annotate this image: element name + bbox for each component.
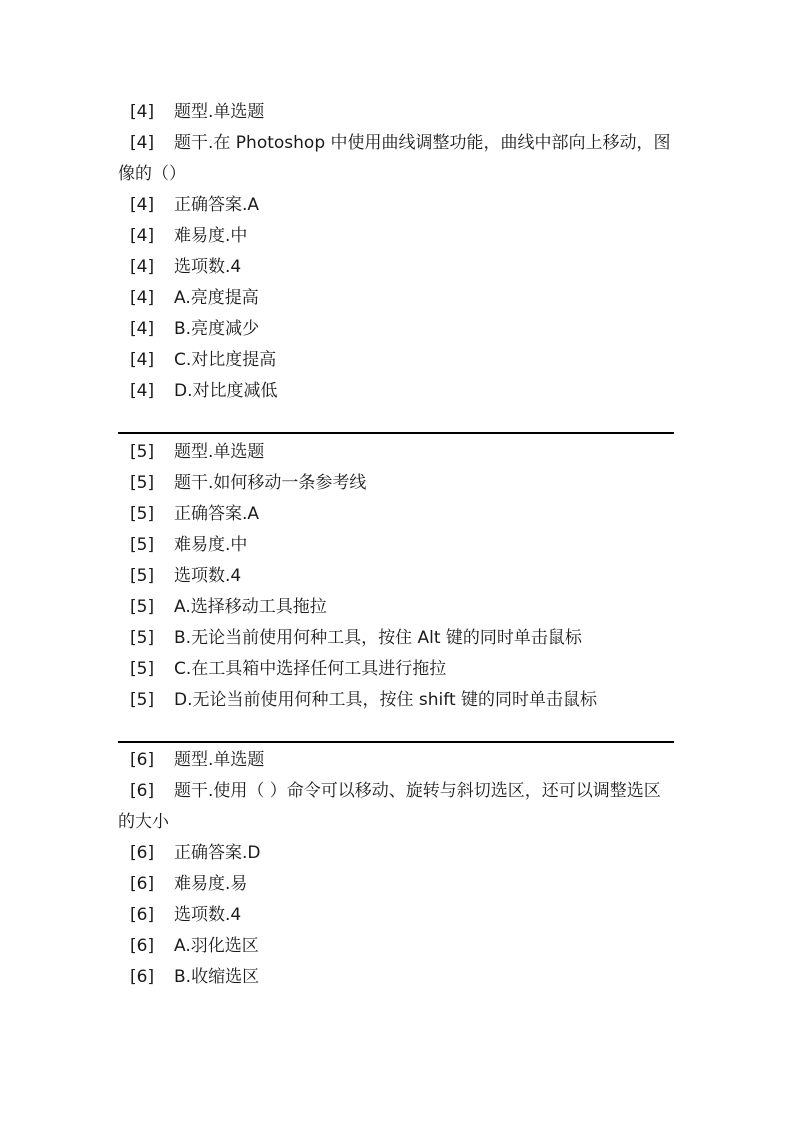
question-number: [4] [130, 226, 155, 246]
question-number: [4] [130, 102, 155, 122]
question-number: [4] [130, 350, 155, 370]
option-line [118, 592, 674, 623]
option-line [118, 283, 674, 314]
question-stem-line [118, 776, 674, 838]
question-number: [6] [130, 750, 155, 770]
correct-answer: 正确答案.A [174, 195, 260, 215]
question-number: [4] [130, 257, 155, 277]
option-line [118, 962, 674, 993]
answer-line [118, 190, 674, 221]
answer-line [118, 838, 674, 869]
question-number: [6] [130, 967, 155, 987]
question-number: [6] [130, 843, 155, 863]
option-line [118, 931, 674, 962]
question-number: [5] [130, 442, 155, 462]
answer-line [118, 499, 674, 530]
section-divider [118, 432, 674, 434]
question-number: [4] [130, 133, 155, 153]
option-line [118, 376, 674, 407]
option-a: A.选择移动工具拖拉 [174, 597, 327, 617]
question-number: [5] [130, 535, 155, 555]
question-type: 题型.单选题 [174, 442, 265, 462]
option-d: D.无论当前使用何种工具，按住 shift 键的同时单击鼠标 [174, 690, 598, 710]
section-divider [118, 741, 674, 743]
question-block-6 [118, 745, 674, 993]
correct-answer: 正确答案.A [174, 504, 260, 524]
option-a: A.羽化选区 [174, 936, 259, 956]
question-stem-line [118, 128, 674, 190]
option-count: 选项数.4 [174, 566, 242, 586]
option-a: A.亮度提高 [174, 288, 259, 308]
question-number: [5] [130, 504, 155, 524]
difficulty-line [118, 530, 674, 561]
option-count-line [118, 561, 674, 592]
question-number: [6] [130, 936, 155, 956]
question-number: [4] [130, 319, 155, 339]
question-number: [5] [130, 566, 155, 586]
question-type-line [118, 97, 674, 128]
option-count: 选项数.4 [174, 905, 242, 925]
option-count-line [118, 252, 674, 283]
option-line [118, 314, 674, 345]
question-number: [4] [130, 381, 155, 401]
question-type: 题型.单选题 [174, 102, 265, 122]
question-type-line [118, 437, 674, 468]
question-stem: 题干.在 Photoshop 中使用曲线调整功能，曲线中部向上移动，图像的（） [118, 133, 671, 184]
option-c: C.在工具箱中选择任何工具进行拖拉 [174, 659, 447, 679]
option-b: B.收缩选区 [174, 967, 260, 987]
question-block-4 [118, 97, 674, 407]
option-b: B.亮度减少 [174, 319, 260, 339]
question-number: [5] [130, 659, 155, 679]
difficulty-line [118, 221, 674, 252]
option-line [118, 623, 674, 654]
question-stem: 题干.使用（ ）命令可以移动、旋转与斜切选区，还可以调整选区的大小 [118, 781, 661, 832]
correct-answer: 正确答案.D [174, 843, 261, 863]
question-number: [5] [130, 628, 155, 648]
option-d: D.对比度减低 [174, 381, 278, 401]
question-number: [5] [130, 597, 155, 617]
option-count: 选项数.4 [174, 257, 242, 277]
difficulty: 难易度.中 [174, 226, 248, 246]
question-stem-line [118, 468, 674, 499]
option-c: C.对比度提高 [174, 350, 277, 370]
option-line [118, 685, 674, 716]
question-type: 题型.单选题 [174, 750, 265, 770]
difficulty: 难易度.中 [174, 535, 248, 555]
question-type-line [118, 745, 674, 776]
question-number: [5] [130, 690, 155, 710]
question-number: [5] [130, 473, 155, 493]
difficulty-line [118, 869, 674, 900]
question-stem: 题干.如何移动一条参考线 [174, 473, 367, 493]
option-line [118, 345, 674, 376]
question-number: [6] [130, 905, 155, 925]
question-number: [6] [130, 874, 155, 894]
question-block-5 [118, 437, 674, 716]
option-b: B.无论当前使用何种工具，按住 Alt 键的同时单击鼠标 [174, 628, 582, 648]
question-number: [4] [130, 288, 155, 308]
option-count-line [118, 900, 674, 931]
question-number: [6] [130, 781, 155, 801]
question-number: [4] [130, 195, 155, 215]
option-line [118, 654, 674, 685]
difficulty: 难易度.易 [174, 874, 248, 894]
